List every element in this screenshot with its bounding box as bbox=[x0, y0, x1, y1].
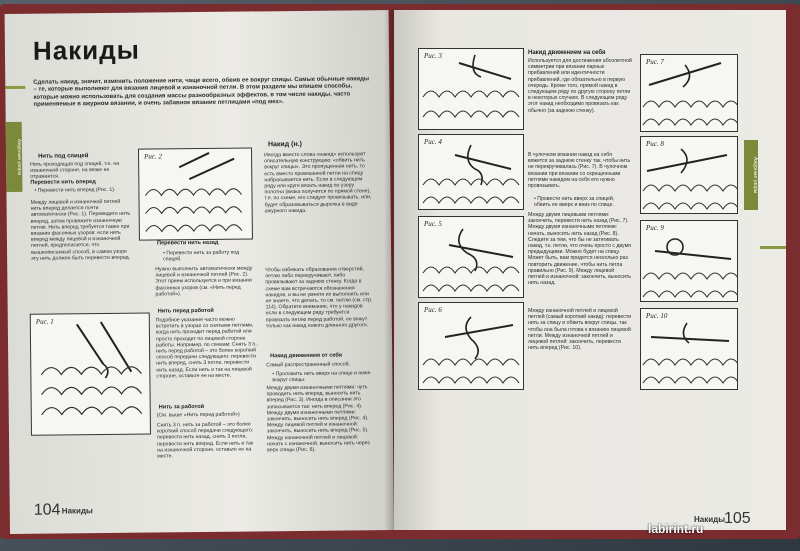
figure-5 bbox=[418, 216, 524, 298]
knit-illustration bbox=[419, 217, 523, 297]
subheading-yarn-behind-note: (См. выше «Нить перед работой») bbox=[156, 411, 240, 419]
heading-yarn-under: Нить под спицей bbox=[38, 153, 89, 160]
knit-illustration bbox=[641, 221, 737, 301]
figure-6 bbox=[418, 302, 524, 390]
knit-illustration bbox=[419, 135, 523, 209]
figure-1-label: Рис. 1 bbox=[35, 317, 54, 326]
figure-9 bbox=[640, 220, 738, 302]
page-title: Накиды bbox=[32, 34, 141, 66]
subheading-yarn-forward: Перевести нить вперед bbox=[30, 179, 96, 186]
figure-1 bbox=[30, 313, 151, 436]
figure-9-label: Рис. 9 bbox=[646, 224, 664, 232]
footer-label-left: Накиды bbox=[61, 506, 93, 516]
text-yarn-back: Нужно выполнить автоматически между лицевой и изнаночной петлей (Рис. 2). Этот прием используется и при вязании фасонных узоров (см. «Нить перед работой»). bbox=[155, 265, 253, 298]
knit-illustration bbox=[419, 303, 523, 389]
figure-10-label: Рис. 10 bbox=[646, 312, 668, 320]
text-yarn-over-toward-3: Между двумя лицевыми петлями: закончить, перевести нить назад (Рис. 7). Между двумя изнаночными петлями: начать, выносить нить назад (Рис. 8). Следите за тем, что бы не затягивать накид, т.к. петли, что очень просто с двумя предыдущими. Можно будет на спицу. Может быть, вам придется несколько раз повторить движение, чтобы нить легла правильно (Рис. 9). Между лицевой петлей и изнаночной: закончить, выносить нить назад. bbox=[528, 212, 631, 287]
page-number-left: 104 bbox=[33, 501, 61, 519]
figure-3 bbox=[418, 48, 524, 130]
figure-4-label: Рис. 4 bbox=[424, 138, 442, 146]
intro-paragraph: Сделать накид, значит, изменить положение нити, чаще всего, обвив ее вокруг спицы. Самые обычные накиды – те, которые выполняют для вязания лицевой и изнаночной петли. В этом разделе мы опишем способы, которые можно использовать для создания массы разнообразных эффектов, в том числе накиды, часто применяемые в ажурном вязании, и очень забавное вязание петлицами «под мех». bbox=[33, 76, 370, 108]
left-page bbox=[5, 10, 394, 534]
figure-2 bbox=[138, 147, 253, 240]
section-tab: Ажурные узоры bbox=[6, 122, 23, 192]
bullet-yarn-forward: • Перевести нить вперед (Рис. 1). bbox=[34, 186, 116, 194]
subheading-yarn-behind: Нить за работой bbox=[158, 403, 205, 411]
text-yarn-front: Подобное указание часто можно встретить в узорах со снятыми петлями, когда нить проходит перед работой или просто проходит по лицевой стороне работы. Например, по схемам: Снять 3 п., нить перед работой – это более короткий способ передачи следующего: перевести нить вперед, снять 3 петли, перевести нить назад. Если нить и так на лицевой стороне, оставьте ее на месте. bbox=[155, 316, 259, 380]
figure-7-label: Рис. 7 bbox=[646, 58, 664, 66]
page-number-right: 105 bbox=[724, 510, 751, 527]
right-page bbox=[394, 10, 786, 530]
figure-7 bbox=[640, 54, 738, 132]
section-tab-right: Ажурные узоры bbox=[744, 140, 758, 210]
knit-illustration bbox=[139, 148, 252, 239]
figure-5-label: Рис. 5 bbox=[424, 220, 442, 228]
subheading-yarn-front: Нить перед работой bbox=[157, 307, 214, 315]
text-yarn-over-away: Между двумя изнаночными петлями: чуть проводить нить вперед, выносить нить вперед (Рис. 3). Иногда в описании это записывается так: нить вперед (Рис. 4). Между двумя изнаночными петлями: закончить, выносить нить вперед (Рис. 4). Между лицевой петлей и изнаночной: закончить, выносить нить вперед (Рис. 5). Между изнаночной петлей и лицевой: начать с изнаночной, выносить нить через верх спицы (Рис. 6). bbox=[266, 384, 370, 454]
heading-yarn-over-away: Накид движением от себя bbox=[270, 352, 343, 360]
text-yarn-over-toward: Используется для достижения абсолютной симметрии при вязании парных прибавлений или идентичности прибавлений, где обязательно в первую очередь. Кроме того, прямой накид в следующем ряду по другую сторону петли в некоторых случаях. В следующем ряду этот накид необходимо провязать как обычно (за заднюю стенку). bbox=[528, 58, 632, 114]
footer-label-right: Накиды bbox=[694, 515, 726, 524]
bullet-yarn-back: • Перевести нить за работу под спицей. bbox=[163, 249, 240, 263]
text-yarn-over-toward-2: В чулочном вязании накид на себя вяжется за заднюю стенку так, чтобы нить не перекручивалась (Рис. 7). В чулочном вязании при вязании со скрещенными петлями накидом на себя его нужно провязывать. bbox=[528, 152, 631, 190]
figure-6-label: Рис. 6 bbox=[424, 306, 442, 314]
bullet-yarn-over-away: • Проложить нить вверх на спице и ниже вокруг спицы. bbox=[272, 370, 371, 384]
figure-2-label: Рис. 2 bbox=[144, 152, 163, 161]
text-most-common: Самый распространенный способ. bbox=[266, 361, 351, 369]
heading-yarn-over: Накид (н.) bbox=[267, 140, 302, 149]
figure-10 bbox=[640, 308, 738, 390]
figure-8 bbox=[640, 136, 738, 214]
subheading-yarn-back: Перевести нить назад bbox=[156, 239, 219, 247]
text-yarn-forward: Между лицевой и изнаночной петлей нить вперед делается почти автоматически (Рис. 1). Переведите нить вперед, затем провяжите изнаночную петлю. Нить вперед требуется также при вязании фасонных узоров: если нить вперед между лицевой и изнаночной петлей, предполагается, что вышеописанный способ, в самом узоре эту нить должен быть перевести вперед. bbox=[30, 198, 131, 262]
text-yarn-over-toward-4: Между изнаночной петлей и лицевой петлей (самый короткий накид): перевести нить за спицу и обвить вокруг спицы, так чтобы она была готова к вязанию лицевой петли. Между изнаночной петлей и лицевой петлей: закончить, перевести нить вперед (Рис. 10). bbox=[528, 308, 632, 352]
watermark: labirint.ru bbox=[648, 522, 704, 536]
knit-illustration bbox=[419, 49, 523, 129]
text-yarn-behind: Снять 3 п. нить за работой – это более короткий способ передачи следующего: перевести нить назад, снять 3 петли, перевести нить вперед. Если нить и так на изнаночной стороне, оставьте ее на месте. bbox=[156, 421, 254, 460]
figure-3-label: Рис. 3 bbox=[424, 52, 442, 60]
knit-illustration bbox=[641, 309, 737, 389]
bullet-yarn-over-toward: • Провести нить вверх за спицей, обвить ее вверх и вниз по спице. bbox=[534, 196, 615, 209]
accent-bar-right bbox=[760, 246, 786, 249]
knit-illustration bbox=[641, 55, 737, 131]
knit-illustration bbox=[31, 314, 150, 435]
text-yarn-over-2: Чтобы избежать образования отверстий, петлю либо перекручивают, либо провязывают за заднюю стенку. Когда в схеме вам встречаются обозначения накидов, и вы не умеете их выполнять или не знаете, что делать, то см. петлю (см. стр. 114). Обратите внимание, что у накидов если в следующем ряду требуется провязать петлю перед работой, ее вяжут только как накид нового длинного другого. bbox=[265, 266, 373, 330]
note-yarn-under: Нить проходящая под спицей, т.е. на изнаночной стороне, на вязке не отражается. bbox=[30, 160, 120, 181]
heading-yarn-over-toward: Накид движением на себя bbox=[528, 50, 606, 56]
text-yarn-over: Иногда вместо слова «накид» используют описательную конструкцию: «обвить нить вокруг спицы». Это пропущенная нить, то есть вместо провязанной петли на спицу набрасывается нить. Если в следующем ряду или круге вязать накид по узору полотна (вязка получится по прямой стене), т.е. по схеме, его следует провязывать, или, будет образовываться дырочка в виде ажурного накида. bbox=[264, 151, 372, 215]
accent-bar bbox=[5, 86, 25, 89]
figure-4 bbox=[418, 134, 524, 210]
figure-8-label: Рис. 8 bbox=[646, 140, 664, 148]
knit-illustration bbox=[641, 137, 737, 213]
